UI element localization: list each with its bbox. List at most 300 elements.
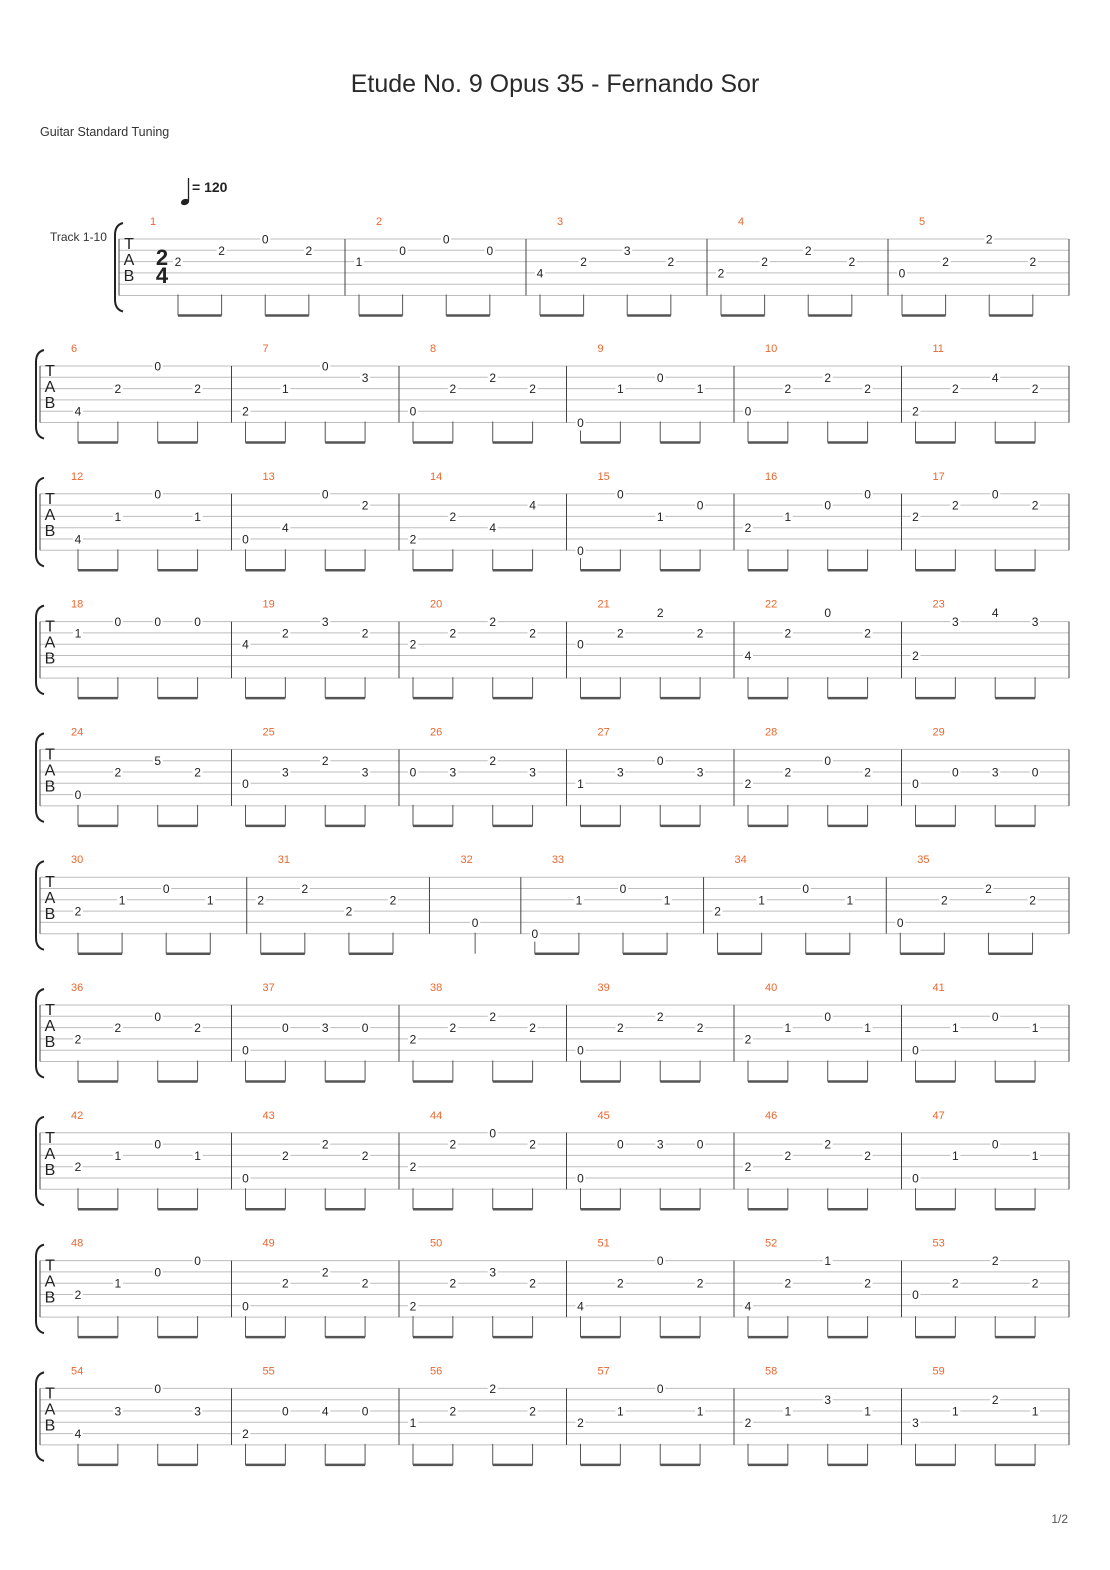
fret-number: 2 — [74, 1032, 82, 1047]
measure-number: 43 — [262, 1109, 275, 1122]
fret-number: 2 — [389, 893, 397, 908]
fret-number: 0 — [154, 1009, 162, 1024]
fret-number: 0 — [242, 1043, 249, 1058]
fret-number: 2 — [257, 893, 265, 908]
fret-number: 1 — [74, 626, 82, 641]
fret-number: 2 — [449, 382, 457, 397]
fret-number: 0 — [489, 1126, 497, 1141]
tab-system — [36, 599, 1069, 699]
fret-number: 2 — [864, 1276, 871, 1291]
fret-number: 3 — [114, 1404, 122, 1419]
fret-number: 2 — [282, 626, 289, 641]
tab-clef-letter: B — [44, 1289, 56, 1307]
fret-number: 2 — [864, 765, 871, 780]
measure-number: 34 — [734, 854, 747, 867]
time-signature-top: 2 — [155, 245, 169, 270]
measure-number: 38 — [430, 982, 443, 994]
fret-number: 2 — [784, 382, 792, 397]
fret-number: 0 — [154, 487, 162, 502]
fret-number: 3 — [991, 765, 999, 780]
fret-number: 0 — [912, 776, 919, 791]
fret-number: 1 — [696, 1404, 704, 1419]
fret-number: 2 — [194, 382, 201, 397]
fret-number: 0 — [74, 788, 82, 803]
fret-number: 2 — [282, 1148, 289, 1163]
tab-clef-letter: A — [44, 890, 56, 908]
fret-number: 2 — [74, 1160, 82, 1175]
measure-number: 21 — [597, 598, 610, 611]
fret-number: 1 — [355, 255, 363, 270]
fret-number: 2 — [580, 255, 587, 270]
fret-number: 3 — [617, 765, 624, 780]
tab-clef-letter: A — [44, 634, 56, 652]
measure-number: 10 — [765, 343, 778, 355]
fret-number: 1 — [577, 776, 584, 791]
tab-system — [36, 471, 1069, 571]
track-label: Track 1-10 — [50, 230, 107, 244]
fret-number: 2 — [449, 509, 457, 524]
fret-number: 2 — [174, 255, 182, 270]
fret-number: 3 — [1031, 615, 1039, 630]
measure-number: 27 — [597, 726, 610, 739]
fret-number: 0 — [471, 915, 479, 930]
fret-number: 2 — [242, 1427, 249, 1442]
fret-number: 2 — [489, 370, 497, 385]
fret-number: 0 — [824, 754, 832, 769]
measure-number: 40 — [765, 982, 778, 994]
measure-number: 22 — [765, 598, 778, 611]
fret-number: 2 — [848, 255, 856, 270]
fret-number: 2 — [449, 1404, 457, 1419]
measure-number: 53 — [932, 1237, 945, 1250]
fret-number: 2 — [952, 382, 959, 397]
fret-number: 2 — [361, 626, 369, 641]
fret-number: 3 — [321, 1021, 329, 1036]
fret-number: 2 — [529, 1137, 536, 1152]
measure-number: 6 — [71, 343, 78, 355]
fret-number: 0 — [912, 1288, 919, 1302]
fret-number: 0 — [242, 776, 249, 791]
fret-number: 2 — [242, 404, 249, 419]
fret-number: 0 — [577, 1171, 584, 1186]
time-signature-bottom: 4 — [155, 263, 169, 288]
measure-number: 31 — [277, 854, 290, 867]
fret-number: 2 — [761, 255, 768, 270]
fret-number: 2 — [361, 1148, 369, 1163]
fret-number: 4 — [74, 532, 82, 547]
fret-number: 2 — [409, 1299, 417, 1314]
fret-number: 4 — [242, 637, 249, 652]
fret-number: 1 — [663, 893, 671, 908]
fret-number: 0 — [912, 1171, 919, 1186]
fret-number: 2 — [301, 882, 309, 896]
fret-number: 2 — [991, 1254, 999, 1269]
fret-number: 2 — [194, 1021, 201, 1036]
tab-clef-letter: A — [123, 252, 135, 269]
fret-number: 0 — [154, 615, 162, 630]
measure-number: 59 — [932, 1365, 945, 1378]
fret-number: 1 — [696, 382, 704, 397]
measure-number: 1 — [150, 216, 157, 228]
measure-number: 58 — [765, 1365, 778, 1378]
fret-number: 2 — [864, 382, 871, 397]
fret-number: 0 — [261, 232, 269, 247]
tab-clef-letter: T — [124, 236, 134, 253]
measure-number: 56 — [430, 1365, 443, 1378]
fret-number: 4 — [321, 1404, 329, 1419]
fret-number: 3 — [656, 1137, 664, 1152]
fret-number: 0 — [242, 1299, 249, 1314]
fret-number: 4 — [744, 649, 752, 663]
tab-clef-letter: B — [44, 1034, 56, 1051]
tab-clef-letter: B — [44, 395, 56, 412]
fret-number: 3 — [529, 765, 536, 780]
fret-number: 0 — [656, 1254, 664, 1269]
fret-number: 2 — [282, 1276, 289, 1291]
fret-number: 2 — [1029, 255, 1037, 270]
fret-number: 2 — [714, 904, 721, 919]
fret-number: 2 — [489, 1381, 497, 1396]
measure-number: 39 — [597, 982, 610, 994]
fret-number: 2 — [991, 1393, 999, 1408]
tab-clef-letter: T — [45, 618, 55, 636]
tab-clef-letter: T — [45, 1002, 55, 1019]
fret-number: 2 — [696, 1276, 704, 1291]
fret-number: 2 — [74, 1288, 82, 1302]
fret-number: 0 — [154, 1381, 162, 1396]
fret-number: 2 — [617, 626, 624, 641]
fret-number: 2 — [784, 1148, 792, 1163]
fret-number: 0 — [656, 370, 664, 385]
fret-number: 2 — [744, 776, 752, 791]
measure-number: 25 — [262, 726, 275, 739]
fret-number: 2 — [952, 1276, 959, 1291]
fret-number: 2 — [529, 382, 536, 397]
fret-number: 0 — [824, 498, 832, 513]
fret-number: 0 — [154, 1137, 162, 1152]
fret-number: 3 — [361, 370, 369, 385]
fret-number: 2 — [656, 606, 664, 621]
tuning-label: Guitar Standard Tuning — [40, 125, 170, 139]
tempo-text: = 120 — [192, 179, 228, 195]
measure-number: 37 — [262, 982, 275, 994]
tab-clef-letter: T — [45, 746, 55, 764]
fret-number: 0 — [744, 404, 752, 419]
measure-number: 12 — [71, 470, 84, 483]
fret-number: 2 — [194, 765, 201, 780]
fret-number: 1 — [575, 893, 583, 908]
fret-number: 2 — [449, 626, 457, 641]
fret-number: 2 — [449, 1137, 457, 1152]
fret-number: 0 — [577, 637, 584, 652]
fret-number: 1 — [409, 1415, 417, 1430]
tab-system — [36, 726, 1069, 826]
fret-number: 2 — [656, 1009, 664, 1024]
tab-clef-letter: A — [44, 1273, 56, 1291]
measure-number: 20 — [430, 598, 443, 611]
fret-number: 0 — [991, 487, 999, 502]
fret-number: 4 — [744, 1299, 752, 1314]
measure-number: 17 — [932, 470, 945, 483]
fret-number: 2 — [912, 404, 919, 419]
fret-number: 1 — [824, 1254, 832, 1269]
fret-number: 2 — [824, 1137, 832, 1152]
fret-number: 0 — [577, 1043, 584, 1058]
measure-number: 4 — [738, 216, 745, 228]
fret-number: 1 — [952, 1021, 959, 1036]
fret-number: 1 — [864, 1021, 871, 1036]
measure-number: 29 — [932, 726, 945, 739]
measure-number: 23 — [932, 598, 945, 611]
fret-number: 0 — [162, 882, 170, 896]
fret-number: 2 — [409, 637, 417, 652]
fret-number: 1 — [194, 1148, 201, 1163]
fret-number: 1 — [114, 1276, 122, 1291]
measure-number: 11 — [932, 343, 944, 355]
tab-clef-letter: A — [44, 1401, 56, 1419]
tab-clef-letter: T — [45, 874, 55, 892]
fret-number: 0 — [656, 1381, 664, 1396]
measure-number: 48 — [71, 1237, 84, 1250]
fret-number: 4 — [991, 370, 999, 385]
measure-number: 57 — [597, 1365, 610, 1378]
fret-number: 2 — [409, 1032, 417, 1047]
fret-number: 2 — [744, 1160, 752, 1175]
measure-number: 30 — [71, 854, 84, 867]
tab-clef-letter: B — [44, 1417, 56, 1435]
fret-number: 0 — [321, 487, 329, 502]
fret-number: 0 — [824, 606, 832, 621]
tab-system — [36, 982, 1069, 1082]
fret-number: 2 — [114, 1021, 122, 1036]
tab-clef-letter: B — [123, 268, 135, 285]
fret-number: 4 — [282, 521, 289, 536]
tab-system — [36, 1110, 1069, 1210]
fret-number: 1 — [617, 1404, 624, 1419]
fret-number: 2 — [305, 243, 313, 258]
fret-number: 0 — [442, 232, 450, 247]
measure-number: 32 — [460, 854, 473, 867]
tab-clef-letter: A — [44, 1145, 56, 1163]
fret-number: 0 — [282, 1021, 289, 1036]
tab-clef-letter: B — [44, 778, 56, 796]
fret-number: 3 — [449, 765, 457, 780]
measure-number: 14 — [430, 470, 443, 483]
fret-number: 2 — [74, 904, 82, 919]
fret-number: 1 — [758, 893, 765, 908]
fret-number: 0 — [282, 1404, 289, 1419]
fret-number: 2 — [409, 1160, 417, 1175]
fret-number: 2 — [361, 1276, 369, 1291]
fret-number: 0 — [1031, 765, 1039, 780]
fret-number: 5 — [154, 754, 162, 769]
fret-number: 1 — [952, 1404, 959, 1419]
fret-number: 1 — [784, 509, 792, 524]
fret-number: 4 — [577, 1299, 584, 1314]
measure-number: 7 — [262, 343, 269, 355]
fret-number: 0 — [577, 416, 584, 430]
fret-number: 2 — [1031, 1276, 1039, 1291]
fret-number: 0 — [696, 498, 704, 513]
fret-number: 3 — [361, 765, 369, 780]
fret-number: 0 — [409, 404, 417, 419]
fret-number: 3 — [952, 615, 959, 630]
fret-number: 0 — [912, 1043, 919, 1058]
fret-number: 0 — [399, 243, 406, 258]
fret-number: 2 — [952, 498, 959, 513]
measure-number: 36 — [71, 982, 84, 994]
fret-number: 1 — [1031, 1021, 1039, 1036]
measure-number: 13 — [262, 470, 275, 483]
fret-number: 0 — [617, 487, 624, 502]
measure-number: 16 — [765, 470, 778, 483]
fret-number: 1 — [864, 1404, 871, 1419]
fret-number: 0 — [898, 266, 906, 281]
measure-number: 45 — [597, 1109, 610, 1122]
fret-number: 1 — [206, 893, 214, 908]
fret-number: 2 — [577, 1415, 584, 1430]
fret-number: 0 — [194, 615, 201, 630]
measure-number: 28 — [765, 726, 778, 739]
fret-number: 2 — [409, 532, 417, 547]
measure-number: 55 — [262, 1365, 275, 1378]
tab-system — [36, 1238, 1069, 1338]
fret-number: 2 — [985, 882, 992, 896]
fret-number: 2 — [218, 243, 225, 258]
fret-number: 3 — [824, 1393, 832, 1408]
fret-number: 0 — [896, 915, 904, 930]
tab-system — [36, 343, 1069, 443]
fret-number: 3 — [194, 1404, 201, 1419]
tab-clef-letter: B — [44, 906, 56, 924]
fret-number: 2 — [864, 626, 871, 641]
fret-number: 2 — [1029, 893, 1036, 908]
tab-clef-letter: T — [45, 1129, 55, 1147]
fret-number: 2 — [529, 1276, 536, 1291]
tab-clef-letter: B — [44, 522, 56, 540]
measure-number: 42 — [71, 1109, 84, 1122]
fret-number: 0 — [696, 1137, 704, 1152]
fret-number: 2 — [744, 1032, 752, 1047]
measure-number: 24 — [71, 726, 84, 739]
fret-number: 2 — [617, 1021, 624, 1036]
fret-number: 2 — [617, 1276, 624, 1291]
fret-number: 1 — [114, 1148, 122, 1163]
fret-number: 2 — [489, 615, 497, 630]
measure-number: 51 — [597, 1237, 610, 1250]
tab-clef-letter: A — [44, 1018, 56, 1035]
fret-number: 2 — [114, 382, 122, 397]
measure-number: 9 — [597, 343, 604, 355]
measure-number: 50 — [430, 1237, 443, 1250]
fret-number: 4 — [991, 606, 999, 621]
fret-number: 3 — [282, 765, 289, 780]
tab-clef-letter: T — [45, 363, 55, 380]
fret-number: 1 — [194, 509, 201, 524]
fret-number: 4 — [536, 266, 544, 281]
tab-system — [36, 854, 1069, 954]
measure-number: 41 — [932, 982, 945, 994]
fret-number: 2 — [449, 1021, 457, 1036]
fret-number: 3 — [321, 615, 329, 630]
tab-clef-letter: A — [44, 379, 56, 396]
fret-number: 0 — [154, 359, 162, 374]
fret-number: 2 — [744, 1415, 752, 1430]
fret-number: 0 — [656, 754, 664, 769]
fret-number: 2 — [912, 649, 919, 663]
fret-number: 0 — [194, 1254, 201, 1269]
measure-number: 15 — [597, 470, 610, 483]
fret-number: 2 — [529, 1021, 536, 1036]
fret-number: 0 — [242, 532, 249, 547]
fret-number: 4 — [74, 404, 82, 419]
fret-number: 2 — [942, 255, 949, 270]
tab-clef-letter: B — [44, 1161, 56, 1179]
fret-number: 0 — [531, 927, 539, 942]
measure-number: 49 — [262, 1237, 275, 1250]
fret-number: 3 — [696, 765, 704, 780]
fret-number: 2 — [824, 370, 832, 385]
fret-number: 1 — [1031, 1148, 1039, 1163]
measure-number: 33 — [551, 854, 565, 867]
measure-number: 47 — [932, 1109, 945, 1122]
page-title: Etude No. 9 Opus 35 - Fernando Sor — [350, 70, 760, 98]
fret-number: 2 — [489, 1009, 497, 1024]
measure-number: 19 — [262, 598, 275, 611]
tab-clef-letter: T — [45, 490, 55, 508]
fret-number: 2 — [321, 1265, 329, 1280]
fret-number: 1 — [118, 893, 126, 908]
fret-number: 4 — [489, 521, 497, 536]
fret-number: 0 — [486, 243, 494, 258]
fret-number: 2 — [717, 266, 725, 281]
fret-number: 2 — [489, 754, 497, 769]
fret-number: 2 — [361, 498, 369, 513]
fret-number: 1 — [282, 382, 289, 397]
fret-number: 4 — [529, 498, 536, 513]
fret-number: 2 — [941, 893, 948, 908]
measure-number: 18 — [71, 598, 84, 611]
fret-number: 2 — [864, 1148, 871, 1163]
tab-system — [115, 216, 1069, 316]
measure-number: 2 — [376, 216, 383, 228]
fret-number: 1 — [1031, 1404, 1039, 1419]
measure-number: 26 — [430, 726, 443, 739]
tab-clef-letter: A — [44, 506, 56, 524]
fret-number: 2 — [529, 626, 536, 641]
fret-number: 0 — [991, 1137, 999, 1152]
fret-number: 0 — [991, 1009, 999, 1024]
fret-number: 2 — [696, 626, 704, 641]
measure-number: 5 — [919, 216, 926, 228]
tab-system — [36, 1365, 1069, 1465]
fret-number: 0 — [577, 543, 584, 558]
fret-number: 2 — [696, 1021, 704, 1036]
tab-clef-letter: B — [44, 650, 56, 668]
fret-number: 2 — [529, 1404, 536, 1419]
fret-number: 1 — [784, 1021, 792, 1036]
fret-number: 0 — [802, 882, 810, 896]
fret-number: 2 — [449, 1276, 457, 1291]
fret-number: 2 — [1031, 498, 1039, 513]
tab-clef-letter: T — [45, 1385, 55, 1403]
fret-number: 3 — [912, 1415, 919, 1430]
measure-number: 54 — [71, 1365, 84, 1378]
fret-number: 3 — [623, 243, 631, 258]
fret-number: 1 — [952, 1148, 959, 1163]
tab-clef-letter: A — [44, 762, 56, 780]
fret-number: 1 — [846, 893, 854, 908]
